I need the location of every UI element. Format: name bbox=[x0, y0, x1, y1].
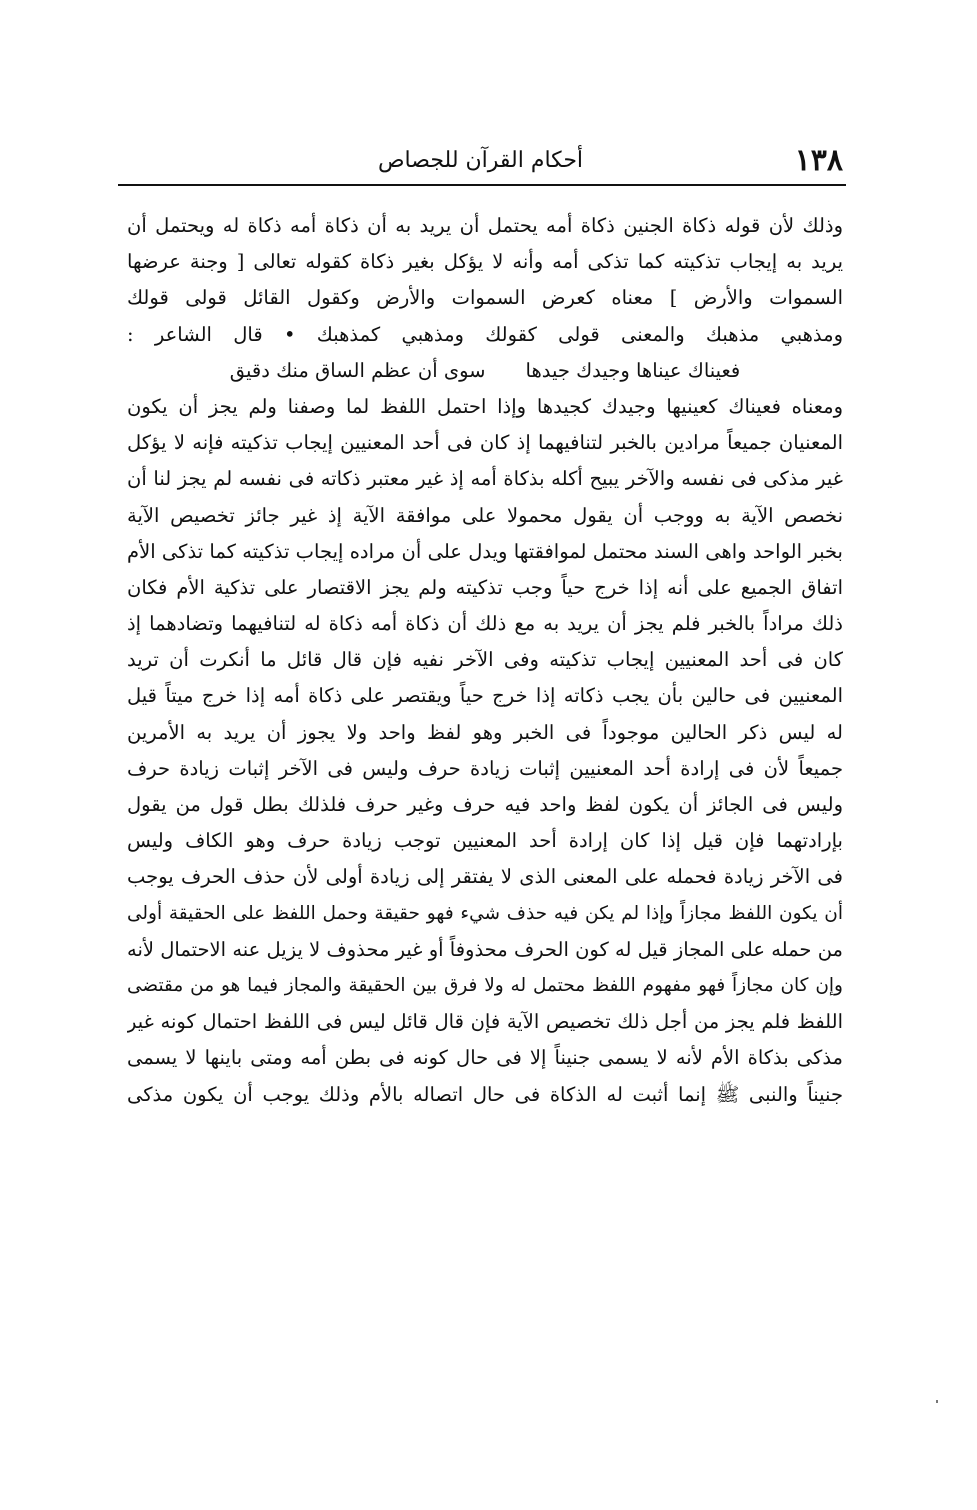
text-line: له ليس ذكر الحالين موجوداً فى الخبر وهو لفظ واحد ولا يجوز أن يريد به الأمرين bbox=[127, 720, 843, 744]
text-line: ومعناه فعيناك كعينيها وجيدك كجيدها وإذا احتمل اللفظ لما وصفنا ولم يجز أن يكون bbox=[127, 394, 843, 418]
text-line: بإرادتهما فإن قيل إذا كان إرادة أحد المعنيين توجب زيادة حرف وهو الكاف وليس bbox=[127, 829, 843, 853]
text-line: أن يكون اللفظ مجازاً وإذا لم يكن فيه حذف شيء فهو حقيقة وحمل اللفظ على الحقيقة أولى bbox=[127, 902, 843, 924]
text-line: المعنيين فى حالين بأن يجب ذكاته إذا خرج حياً ويقتصر على ذكاة أمه إذا خرج ميتاً قيل bbox=[127, 684, 843, 708]
text-line: اللفظ فلم يجز من أجل ذلك تخصيص الآية فإن قال قائل ليس فى اللفظ احتمال كونه غير bbox=[127, 1010, 843, 1034]
poetry-verse bbox=[127, 353, 843, 389]
text-line: كان فى أحد المعنيين إيجاب تذكيته وفى الآخر نفيه فإن قال قائل ما أنكرت أن تريد bbox=[127, 648, 843, 672]
text-line: بخبر الواحد واهى السند محتمل لموافقتها ويدل على أن مراده إيجاب تذكيته كما تذكى الأم bbox=[127, 539, 843, 563]
header-rule bbox=[118, 184, 846, 186]
text-line: ومذهبي مذهبك والمعنى قولى كقولك ومذهبي كمذهبك • قال الشاعر : bbox=[127, 322, 843, 346]
verse-second-hemistich: سوى أن عظم الساق منك دقيق bbox=[229, 358, 486, 382]
text-line: غير مذكى فى نفسه والآخر يبيح أكله بذكاة أمه إذ غير معتبر ذكاته فى نفسه لم يجز لنا أن bbox=[127, 467, 843, 491]
text-line: يريد به إيجاب تذكيته كما تذكى أمه وأنه لا يؤكل بغير ذكاة كقوله تعالى [ وجنة عرضها bbox=[127, 250, 843, 274]
text-line: المعنيان جميعاً مرادين بالخبر لتنافيهما إذ كان فى أحد المعنيين إيجاب تذكيته فإنه لا يؤكل bbox=[127, 431, 843, 455]
text-line: وإن كان مجازاً فهو مفهوم اللفظ محتمل له ولا فرق بين الحقيقة والمجاز فيما هو من مقتضى bbox=[127, 974, 843, 996]
text-line: وذلك لأن قوله ذكاة الجنين ذكاة أمه يحتمل أن يريد به أن ذكاة أمه ذكاة له ويحتمل أن bbox=[127, 214, 843, 237]
text-line: من حمله على المجاز قيل له كون الحرف محذوفاً أو غير محذوف لا يزيل عنه الاحتمال لأنه bbox=[127, 937, 843, 961]
scan-speck bbox=[936, 1400, 938, 1403]
body-text bbox=[127, 208, 843, 1113]
text-line: جنيناً والنبى ﷺ إنما أثبت له الذكاة فى حال اتصاله بالأم وذلك يوجب أن يكون مذكى bbox=[127, 1082, 843, 1106]
text-line: وليس فى الجائز أن يكون لفظ واحد فيه حرف وغير حرف فلذلك بطل قول من يقول bbox=[127, 793, 843, 816]
text-line: جميعاً لأن فى إرادة أحد المعنيين إثبات زيادة حرف وليس فى الآخر إثبات زيادة حرف bbox=[127, 756, 843, 780]
text-line: ذلك مراداً بالخبر فلم يجز أن يريد به مع ذلك أن ذكاة أمه ذكاة له لتنافيهما وتضادهما إذ bbox=[127, 612, 843, 636]
text-line: مذكى بذكاة الأم لأنه لا يسمى جنيناً إلا فى حال كونه فى بطن أمه ومتى باينها لا يسمى bbox=[127, 1046, 843, 1070]
running-title: أحكام القرآن للجصاص bbox=[377, 148, 584, 173]
verse-first-hemistich: فعيناك عيناها وجيدك جيدها bbox=[525, 358, 741, 382]
text-line: فى الآخر زيادة فحمله على المعنى الذى لا يفتقر إلى زيادة أولى لأن حذف الحرف يوجب bbox=[127, 865, 843, 889]
page-number: ١٣٨ bbox=[794, 143, 843, 178]
text-line: اتفاق الجميع على أنه إذا خرج حياً وجب تذكيته ولم يجز الاقتصار على تذكية الأم فكان bbox=[127, 575, 843, 599]
text-line: السموات والأرض ] معناه كعرض السموات والأرض وكقول القائل قولى قولك bbox=[127, 286, 843, 310]
page-header bbox=[118, 140, 843, 184]
text-line: نخصص الآية به ووجب أن يقول محمولا على موافقة الآية إذ غير جائز تخصيص الآية bbox=[127, 503, 843, 527]
